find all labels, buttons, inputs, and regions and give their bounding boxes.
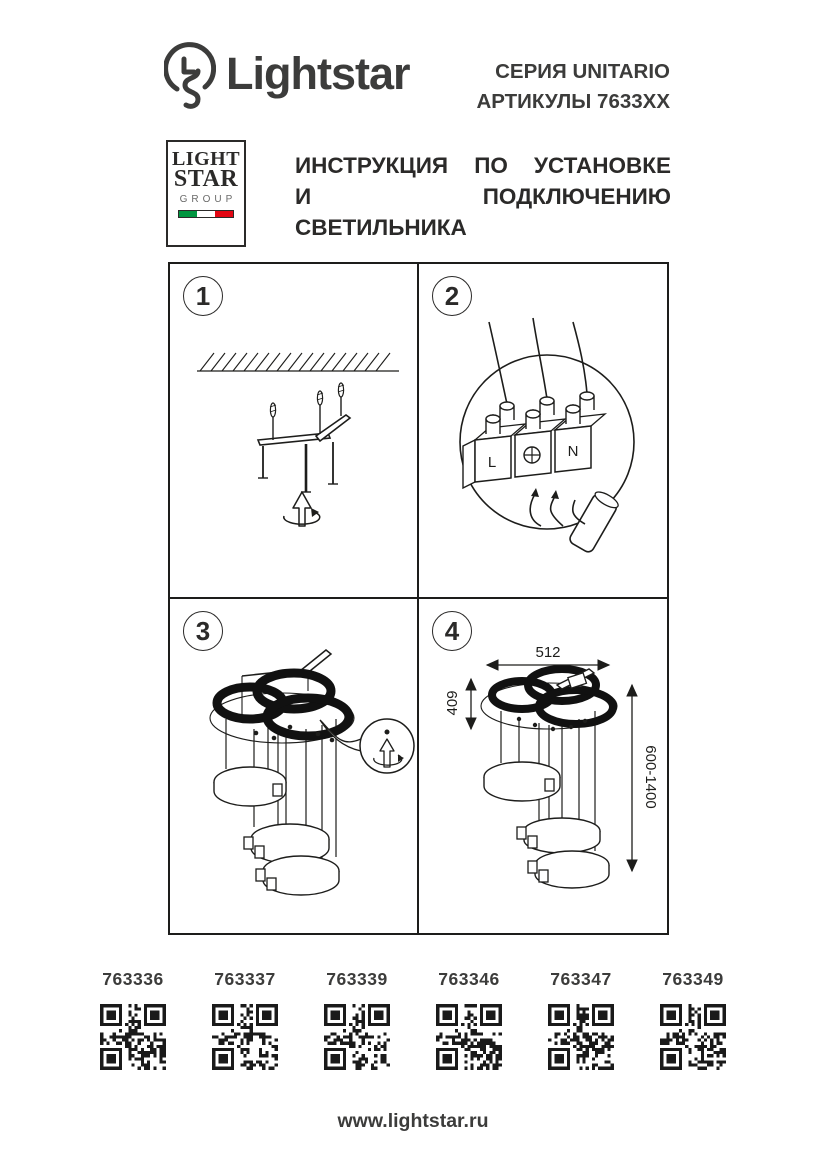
- step-3-panel: [170, 599, 419, 933]
- step-1-panel: [170, 264, 419, 599]
- article-code: 763337: [214, 969, 276, 989]
- article-code: 763349: [662, 969, 724, 989]
- terminal-n-label: N: [567, 443, 579, 460]
- qr-code: [545, 1001, 617, 1073]
- brandbox-light: LIGHT: [171, 148, 241, 170]
- brandbox-group: GROUP: [179, 194, 237, 205]
- italian-flag-stripe: [178, 210, 234, 218]
- bulb-icon: [164, 40, 216, 120]
- led-ring: [256, 856, 339, 895]
- series-articles: АРТИКУЛЫ 7633XX: [476, 90, 670, 113]
- led-ring: [517, 818, 600, 853]
- article-item: [209, 969, 281, 1073]
- article-item: [321, 969, 393, 1073]
- title-line-1: ИНСТРУКЦИЯ ПО УСТАНОВКЕ: [295, 153, 671, 178]
- article-item: [657, 969, 729, 1073]
- lightstar-logo: [164, 40, 410, 120]
- led-ring: [214, 767, 286, 806]
- step-2-panel: [419, 264, 667, 599]
- article-code: 763347: [550, 969, 612, 989]
- article-code: 763346: [438, 969, 500, 989]
- title-line-2: И ПОДКЛЮЧЕНИЮ СВЕТИЛЬНИКА: [295, 184, 671, 240]
- step-number-badge: 2: [432, 276, 472, 316]
- article-item: [545, 969, 617, 1073]
- article-item: [433, 969, 505, 1073]
- step-4-panel: [419, 599, 667, 933]
- dim-range-label: 600-1400: [642, 745, 659, 809]
- power-cable: [568, 489, 621, 554]
- page-title: [295, 150, 671, 243]
- brandbox-star: STAR: [173, 166, 239, 192]
- dim-width-label: 512: [535, 644, 561, 661]
- article-qr-list: [0, 969, 826, 1073]
- series-info: [476, 57, 670, 117]
- series-name: СЕРИЯ UNITARIO: [495, 60, 670, 83]
- qr-code: [433, 1001, 505, 1073]
- article-code: 763339: [326, 969, 388, 989]
- qr-code: [657, 1001, 729, 1073]
- lightstar-group-logo: [166, 140, 246, 247]
- article-code: 763336: [102, 969, 164, 989]
- article-item: [97, 969, 169, 1073]
- brand-wordmark: Lightstar: [226, 48, 410, 99]
- website-url: www.lightstar.ru: [337, 1110, 489, 1132]
- qr-code: [321, 1001, 393, 1073]
- led-ring: [528, 851, 609, 888]
- step-number-badge: 1: [183, 276, 223, 316]
- qr-code: [209, 1001, 281, 1073]
- led-ring: [484, 762, 560, 801]
- instruction-grid: [168, 262, 669, 935]
- step-number-badge: 3: [183, 611, 223, 651]
- step-number-badge: 4: [432, 611, 472, 651]
- terminal-l-label: L: [487, 454, 497, 471]
- ground-icon: [524, 447, 540, 463]
- dim-canopy-label: 409: [444, 690, 461, 716]
- qr-code: [97, 1001, 169, 1073]
